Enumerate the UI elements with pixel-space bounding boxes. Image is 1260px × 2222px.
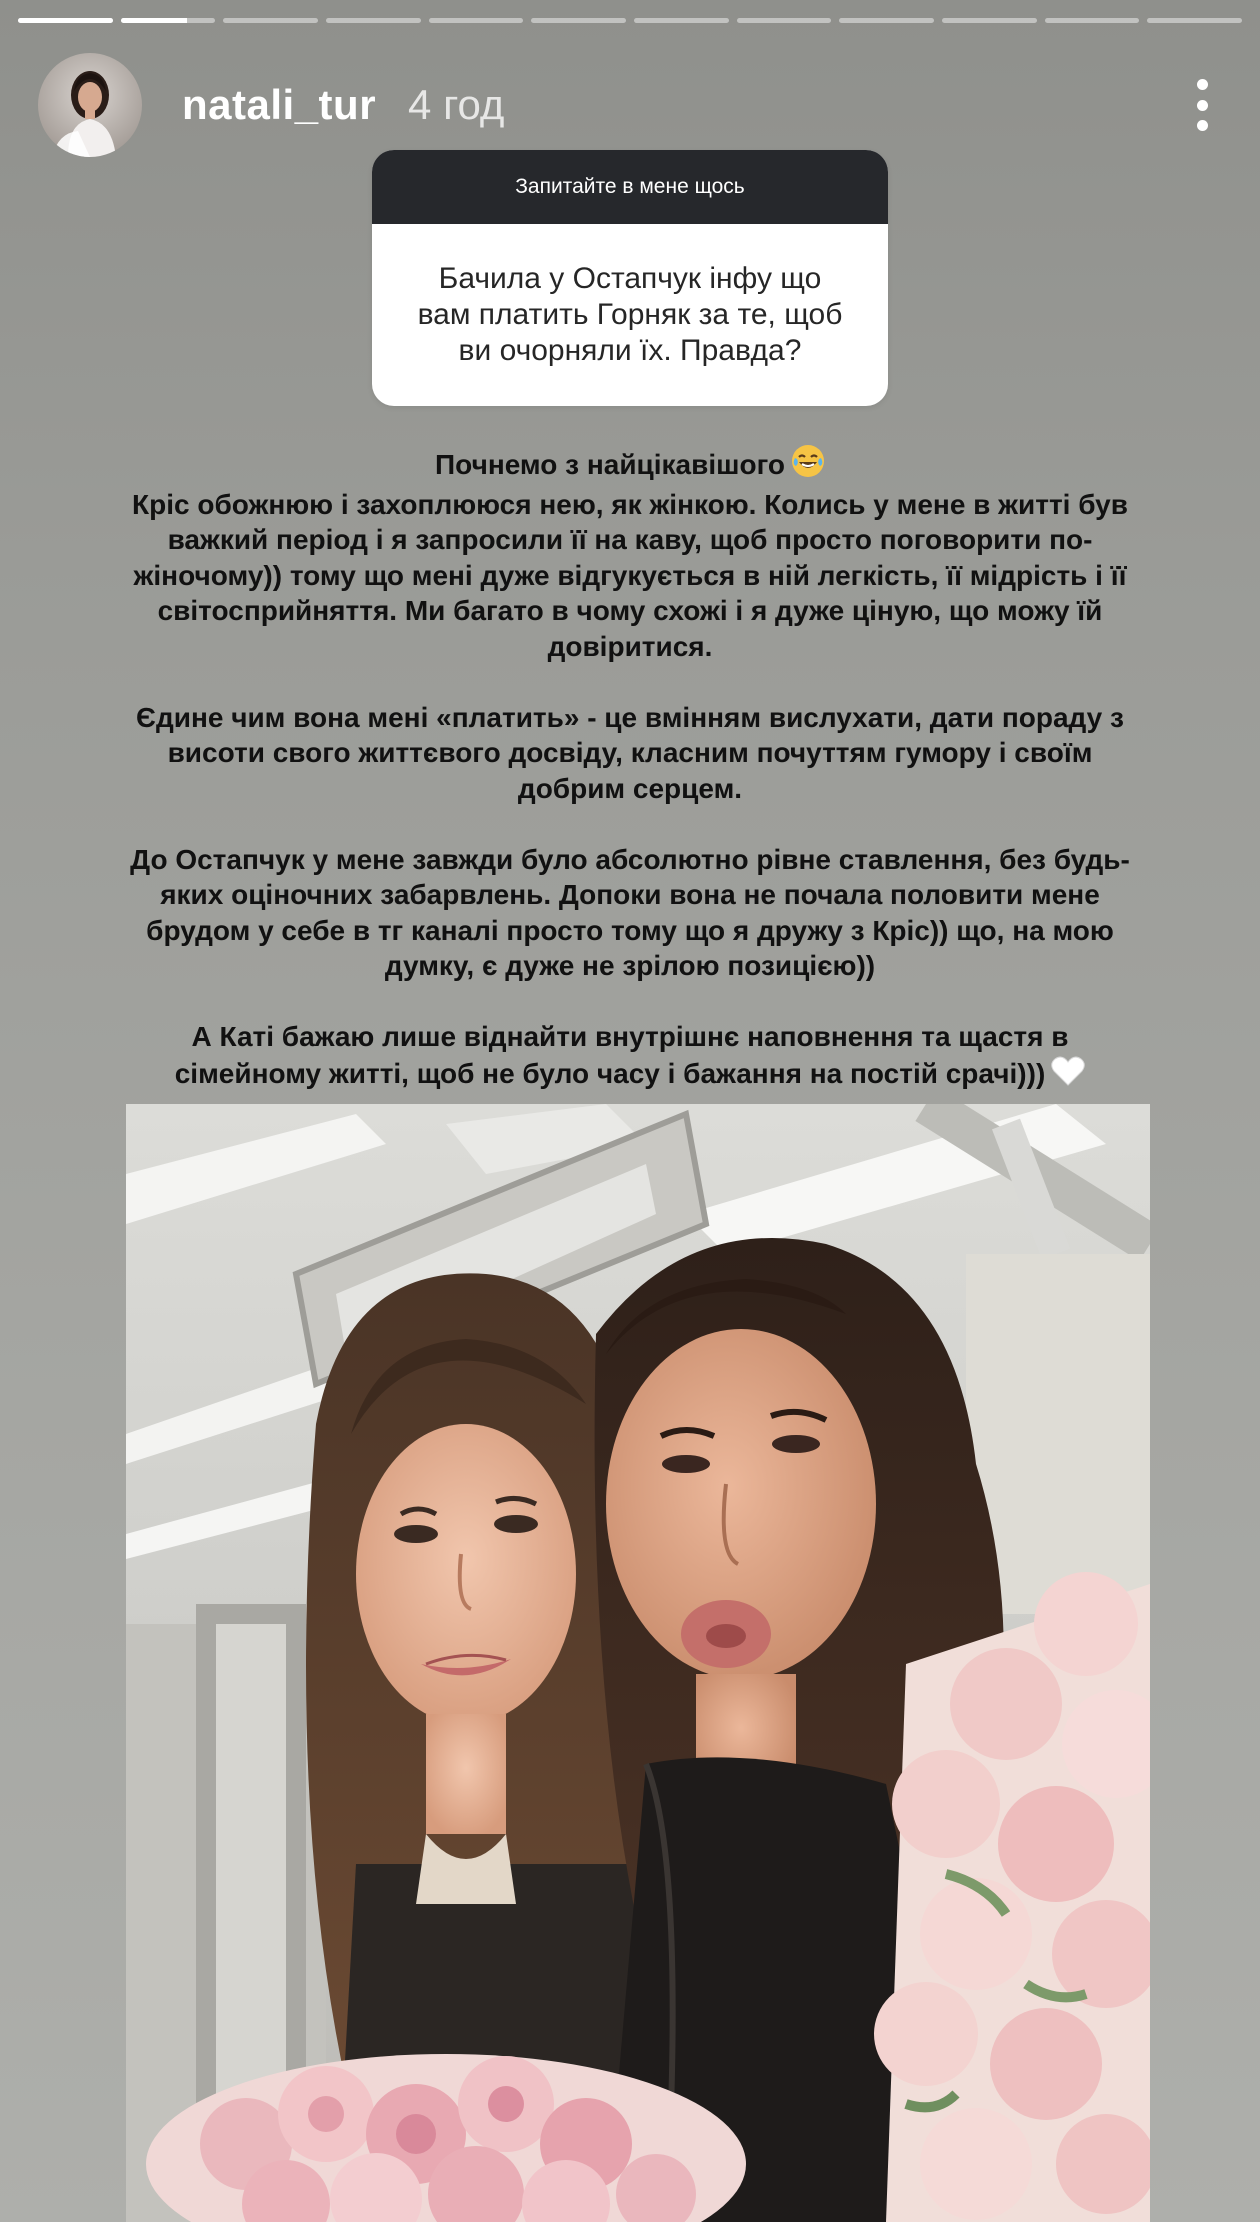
question-sticker-question: Бачила у Остапчук інфу що вам платить Горняк за те, щоб ви очорняли їх. Правда? (417, 262, 843, 367)
progress-segment-fill (18, 18, 113, 23)
white-heart-emoji-icon (1051, 1055, 1085, 1096)
progress-segment (1045, 18, 1140, 23)
progress-segment (531, 18, 626, 23)
laughing-tears-emoji-icon (791, 444, 825, 487)
profile-avatar-icon (38, 53, 142, 157)
more-dot (1197, 100, 1208, 111)
progress-segment (737, 18, 832, 23)
avatar[interactable] (38, 53, 142, 157)
timestamp: 4 год (408, 81, 505, 128)
username[interactable]: natali_tur (182, 81, 377, 128)
story-header (38, 52, 1222, 158)
caption-paragraph-4-text: А Каті бажаю лише віднайти внутрішнє наповнення та щастя в сімейному житті, щоб не було часу і бажання на постій срачі))) (174, 1021, 1069, 1089)
caption-heading: Почнемо з найцікавішого (435, 449, 785, 480)
question-sticker-title: Запитайте в мене щось (372, 150, 888, 224)
progress-segment-fill (121, 18, 187, 23)
progress-segment (121, 18, 216, 23)
more-vertical-icon[interactable] (1182, 75, 1222, 135)
story-caption (120, 444, 1140, 1095)
progress-segment (18, 18, 113, 23)
progress-segment (223, 18, 318, 23)
question-sticker[interactable] (372, 150, 888, 406)
progress-segment (634, 18, 729, 23)
story-progress-bar (18, 18, 1242, 23)
caption-paragraph-2: Єдине чим вона мені «платить» - це вмінням вислухати, дати пораду з висоти свого життєвого досвіду, класним почуттям гумору і своїм добрим серцем. (136, 701, 1124, 804)
selfie-photo-icon (126, 1104, 1150, 2222)
progress-segment (1147, 18, 1242, 23)
progress-segment (429, 18, 524, 23)
caption-paragraph-1-body: Кріс обожнюю і захоплююся нею, як жінкою. Колись у мене в житті був важкий період і я запросили її на каву, щоб просто поговорити по-жіночому)) тому що мені дуже відгукується в ній легкість, її мідрість і її світосприйняття. Ми багато в чому схожі і я дуже ціную, що можу їй довіритися. (132, 488, 1128, 662)
progress-segment (326, 18, 421, 23)
caption-paragraph-3: До Остапчук у мене завжди було абсолютно рівне ставлення, без будь-яких оціночних забарвлень. Допоки вона не почала половити мене брудом у себе в тг каналі просто тому що я дружу з Кріс)) що, на мою думку, є дуже не зрілою позицією)) (130, 843, 1130, 981)
progress-segment (942, 18, 1037, 23)
progress-segment (839, 18, 934, 23)
more-dot (1197, 79, 1208, 90)
more-dot (1197, 120, 1208, 131)
caption-paragraph-4 (120, 1019, 1140, 1095)
selfie-photo (126, 1104, 1150, 2222)
caption-paragraph-1 (120, 444, 1140, 664)
